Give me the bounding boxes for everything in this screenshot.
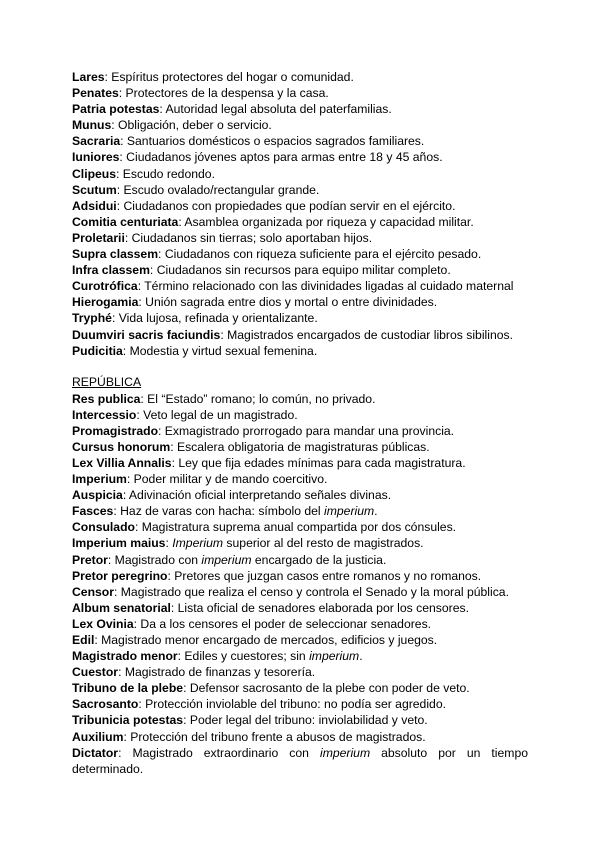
definition-text: absoluto por un tiempo determinado.: [72, 745, 529, 776]
definition-text: : Poder legal del tribuno: inviolabilidad y veto.: [183, 713, 428, 728]
glossary-entry: [72, 133, 528, 149]
glossary-term: Edil: [72, 633, 95, 647]
glossary-entry: [72, 552, 528, 568]
definition-text: encargado de la justicia.: [251, 552, 387, 567]
glossary-term: Pretor peregrino: [72, 568, 168, 583]
glossary-section-general: [72, 69, 528, 359]
definition-text: : Escudo redondo.: [116, 166, 215, 181]
definition-text: : Escudo ovalado/rectangular grande.: [116, 182, 320, 197]
glossary-entry: [72, 745, 528, 777]
glossary-term: Duumviri sacris faciundis: [72, 327, 221, 342]
definition-text: : Haz de varas con hacha: símbolo del: [113, 504, 325, 519]
definition-text: : Ley que fija edades mínimas para cada magistratura.: [171, 455, 466, 470]
glossary-term: Res publica: [72, 391, 141, 406]
glossary-term: Penates: [72, 86, 119, 101]
glossary-entry: [72, 712, 528, 728]
definition-text: : Magistrado menor encargado de mercados, edificios y juegos.: [94, 633, 438, 647]
glossary-section-republica: [72, 374, 528, 777]
glossary-term: Supra classem: [72, 247, 159, 262]
glossary-term: Auxilium: [72, 729, 124, 744]
definition-text: : Modestia y virtud sexual femenina.: [122, 343, 318, 358]
section-heading: REPÚBLICA: [72, 375, 142, 389]
glossary-entry: [72, 278, 528, 294]
glossary-term: Intercessio: [72, 407, 137, 422]
glossary-entry: [72, 327, 528, 343]
glossary-entry: [72, 310, 528, 326]
glossary-term: Cuestor: [72, 665, 119, 680]
glossary-term: Tryphé: [72, 311, 112, 326]
glossary-term: Tribuno de la plebe: [72, 681, 184, 696]
definition-text: : El “Estado” romano; lo común, no privado.: [140, 391, 376, 406]
glossary-term: Album senatorial: [72, 600, 171, 615]
definition-text: : Ediles y cuestores; sin: [177, 649, 310, 664]
glossary-term: Magistrado menor: [72, 649, 178, 664]
glossary-entry: [72, 101, 528, 117]
definition-text: superior al del resto de magistrados.: [223, 536, 424, 551]
glossary-entry: [72, 439, 528, 455]
definition-text: : Ciudadanos con riqueza suficiente para el ejército pesado.: [158, 247, 482, 262]
glossary-entry: [72, 230, 528, 246]
glossary-term: Imperium maius: [72, 536, 166, 551]
italic-term: imperium: [319, 745, 371, 760]
glossary-term: Munus: [72, 118, 112, 133]
definition-text: : Magistrados encargados de custodiar libros sibilinos.: [220, 327, 513, 342]
definition-text: .: [374, 504, 378, 519]
definition-text: :: [165, 536, 173, 551]
definition-text: : Defensor sacrosanto de la plebe con poder de veto.: [183, 681, 470, 696]
definition-text: : Magistrado de finanzas y tesorería.: [118, 665, 316, 680]
definition-text: : Unión sagrada entre dios y mortal o entre divinidades.: [138, 295, 438, 310]
glossary-term: Infra classem: [72, 263, 150, 278]
glossary-entry: [72, 391, 528, 407]
definition-text: : Adivinación oficial interpretando señales divinas.: [122, 488, 392, 503]
glossary-term: Cursus honorum: [72, 439, 171, 454]
glossary-term: Fasces: [72, 504, 114, 519]
definition-text: : Autoridad legal absoluta del paterfamilias.: [159, 102, 392, 117]
definition-text: : Escalera obligatoria de magistraturas públicas.: [170, 439, 430, 454]
glossary-term: Iuniores: [72, 150, 120, 165]
glossary-term: Lares: [72, 70, 105, 84]
glossary-entry: [72, 600, 528, 616]
definition-text: : Magistrado extraordinario con: [118, 745, 320, 760]
glossary-entry: [72, 407, 528, 423]
glossary-entry: [72, 648, 528, 664]
glossary-term: Pretor: [72, 552, 108, 567]
glossary-entry: [72, 535, 528, 551]
glossary-entry: [72, 182, 528, 198]
definition-text: : Ciudadanos con propiedades que podían servir en el ejército.: [116, 198, 456, 213]
glossary-entry: [72, 262, 528, 278]
glossary-entry: [72, 664, 528, 680]
definition-text: : Santuarios domésticos o espacios sagrados familiares.: [120, 134, 425, 149]
glossary-entry: [72, 696, 528, 712]
definition-text: : Vida lujosa, refinada y orientalizante.: [111, 311, 318, 326]
glossary-term: Comitia centuriata: [72, 214, 179, 229]
glossary-entry: [72, 117, 528, 133]
glossary-entry: [72, 166, 528, 182]
italic-term: imperium: [309, 649, 360, 664]
glossary-entry: [72, 149, 528, 165]
glossary-term: Consulado: [72, 520, 135, 535]
definition-text: : Exmagistrado prorrogado para mandar una provincia.: [158, 423, 455, 438]
glossary-entry: [72, 246, 528, 262]
glossary-term: Sacrosanto: [72, 697, 139, 712]
glossary-entry: [72, 294, 528, 310]
glossary-term: Dictator: [72, 745, 119, 760]
definition-text: : Asamblea organizada por riqueza y capacidad militar.: [178, 214, 474, 229]
glossary-entry: [72, 471, 528, 487]
definition-text: : Obligación, deber o servicio.: [111, 118, 272, 133]
glossary-term: Hierogamia: [72, 295, 139, 310]
glossary-term: Sacraria: [72, 134, 121, 149]
glossary-term: Adsidui: [72, 198, 117, 213]
glossary-entry: [72, 198, 528, 214]
glossary-entry: [72, 616, 528, 632]
glossary-entry: [72, 729, 528, 745]
glossary-entry: [72, 423, 528, 439]
definition-text: : Pretores que juzgan casos entre romanos y no romanos.: [167, 568, 482, 583]
glossary-entry: [72, 503, 528, 519]
glossary-entry: [72, 214, 528, 230]
glossary-term: Proletarii: [72, 230, 125, 245]
glossary-entry: [72, 584, 528, 600]
glossary-entry: [72, 680, 528, 696]
definition-text: : Ciudadanos jóvenes aptos para armas entre 18 y 45 años.: [119, 150, 443, 165]
italic-term: imperium: [201, 552, 252, 567]
glossary-entry: [72, 568, 528, 584]
glossary-term: Auspicia: [72, 488, 123, 503]
definition-text: : Término relacionado con las divinidades ligadas al cuidado maternal: [137, 279, 514, 294]
glossary-term: Pudicitia: [72, 343, 123, 358]
glossary-term: Lex Villia Annalis: [72, 455, 172, 470]
definition-text: : Da a los censores el poder de seleccionar senadores.: [133, 616, 432, 631]
glossary-entry: [72, 455, 528, 471]
glossary-term: Tribunicia potestas: [72, 713, 184, 728]
glossary-entry: [72, 343, 528, 359]
definition-text: : Veto legal de un magistrado.: [136, 407, 298, 422]
definition-text: : Magistratura suprema anual compartida por dos cónsules.: [134, 520, 457, 535]
italic-term: Imperium: [172, 536, 224, 551]
definition-text: : Lista oficial de senadores elaborada por los censores.: [170, 600, 469, 615]
glossary-term: Promagistrado: [72, 423, 159, 438]
glossary-entry: [72, 487, 528, 503]
glossary-entry: [72, 519, 528, 535]
glossary-term: Scutum: [72, 182, 117, 197]
definition-text: : Magistrado con: [107, 552, 202, 567]
definition-text: : Protección inviolable del tribuno: no podía ser agredido.: [138, 697, 446, 712]
glossary-term: Curotrófica: [72, 279, 138, 294]
glossary-term: Lex Ovinia: [72, 616, 134, 631]
definition-text: : Poder militar y de mando coercitivo.: [126, 472, 328, 487]
italic-term: imperium: [324, 504, 375, 519]
glossary-entry: [72, 69, 528, 85]
definition-text: : Protectores de la despensa y la casa.: [118, 86, 329, 101]
glossary-term: Censor: [72, 584, 114, 599]
glossary-entry: [72, 85, 528, 101]
definition-text: : Magistrado que realiza el censo y controla el Senado y la moral pública.: [114, 584, 509, 599]
definition-text: : Espíritus protectores del hogar o comunidad.: [104, 70, 354, 84]
glossary-term: Imperium: [72, 472, 127, 487]
definition-text: : Ciudadanos sin recursos para equipo militar completo.: [149, 263, 451, 278]
definition-text: : Ciudadanos sin tierras; solo aportaban hijos.: [124, 230, 373, 245]
definition-text: .: [359, 649, 363, 664]
glossary-term: Clipeus: [72, 166, 117, 181]
definition-text: : Protección del tribuno frente a abusos de magistrados.: [123, 729, 426, 744]
glossary-term: Patria potestas: [72, 102, 160, 117]
glossary-entry: [72, 632, 528, 648]
